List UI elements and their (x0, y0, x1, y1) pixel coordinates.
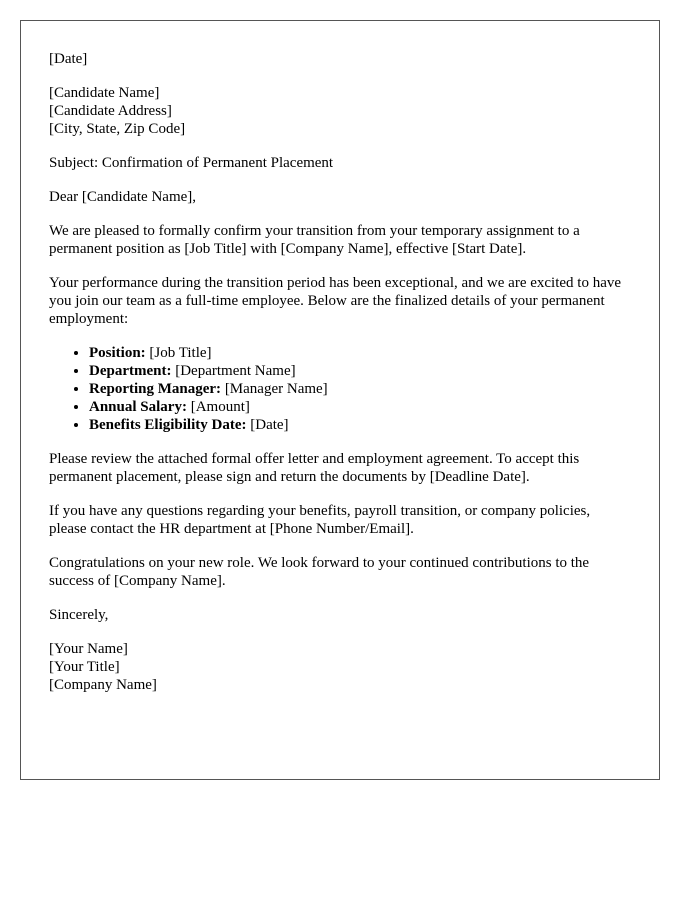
letter-page (20, 20, 660, 780)
detail-label: Annual Salary: (89, 399, 187, 415)
detail-label: Reporting Manager: (89, 381, 222, 397)
recipient-name: [Candidate Name] (49, 85, 160, 101)
detail-item-benefits-eligibility-date (89, 416, 631, 434)
body-paragraph-congratulations: Congratulations on your new role. We look forward to your continued contributions to the success of [Company Name]. (49, 555, 590, 589)
letter-date: [Date] (49, 51, 88, 67)
detail-value: [Department Name] (171, 363, 296, 379)
signature-company: [Company Name] (49, 677, 157, 693)
letter-greeting: Dear [Candidate Name], (49, 189, 197, 205)
body-paragraph-intro: We are pleased to formally confirm your transition from your temporary assignment to a permanent position as [Job Title] with [Company Name], effective [Start Date]. (49, 223, 580, 257)
signature-block (49, 640, 631, 694)
detail-label: Position: (89, 345, 146, 361)
detail-item-reporting-manager (89, 380, 631, 398)
employment-details-list (49, 344, 631, 434)
detail-label: Department: (89, 363, 172, 379)
letter-signoff: Sincerely, (49, 607, 109, 623)
letter-subject: Subject: Confirmation of Permanent Placement (49, 155, 334, 171)
recipient-city-state-zip: [City, State, Zip Code] (49, 121, 186, 137)
body-paragraph-review: Please review the attached formal offer letter and employment agreement. To accept this permanent placement, please sign and return the documents by [Deadline Date]. (49, 451, 580, 485)
body-paragraph-performance: Your performance during the transition period has been exceptional, and we are excited to have you join our team as a full-time employee. Below are the finalized details of your permanent employment: (49, 275, 622, 327)
recipient-block (49, 84, 631, 138)
detail-item-position (89, 344, 631, 362)
signature-name: [Your Name] (49, 641, 128, 657)
detail-value: [Amount] (186, 399, 250, 415)
detail-value: [Manager Name] (221, 381, 328, 397)
signature-title: [Your Title] (49, 659, 120, 675)
detail-value: [Date] (246, 417, 289, 433)
detail-item-annual-salary (89, 398, 631, 416)
detail-label: Benefits Eligibility Date: (89, 417, 247, 433)
body-paragraph-questions: If you have any questions regarding your benefits, payroll transition, or company policies, please contact the HR department at [Phone Number/Email]. (49, 503, 591, 537)
detail-value: [Job Title] (145, 345, 212, 361)
detail-item-department (89, 362, 631, 380)
recipient-address: [Candidate Address] (49, 103, 172, 119)
